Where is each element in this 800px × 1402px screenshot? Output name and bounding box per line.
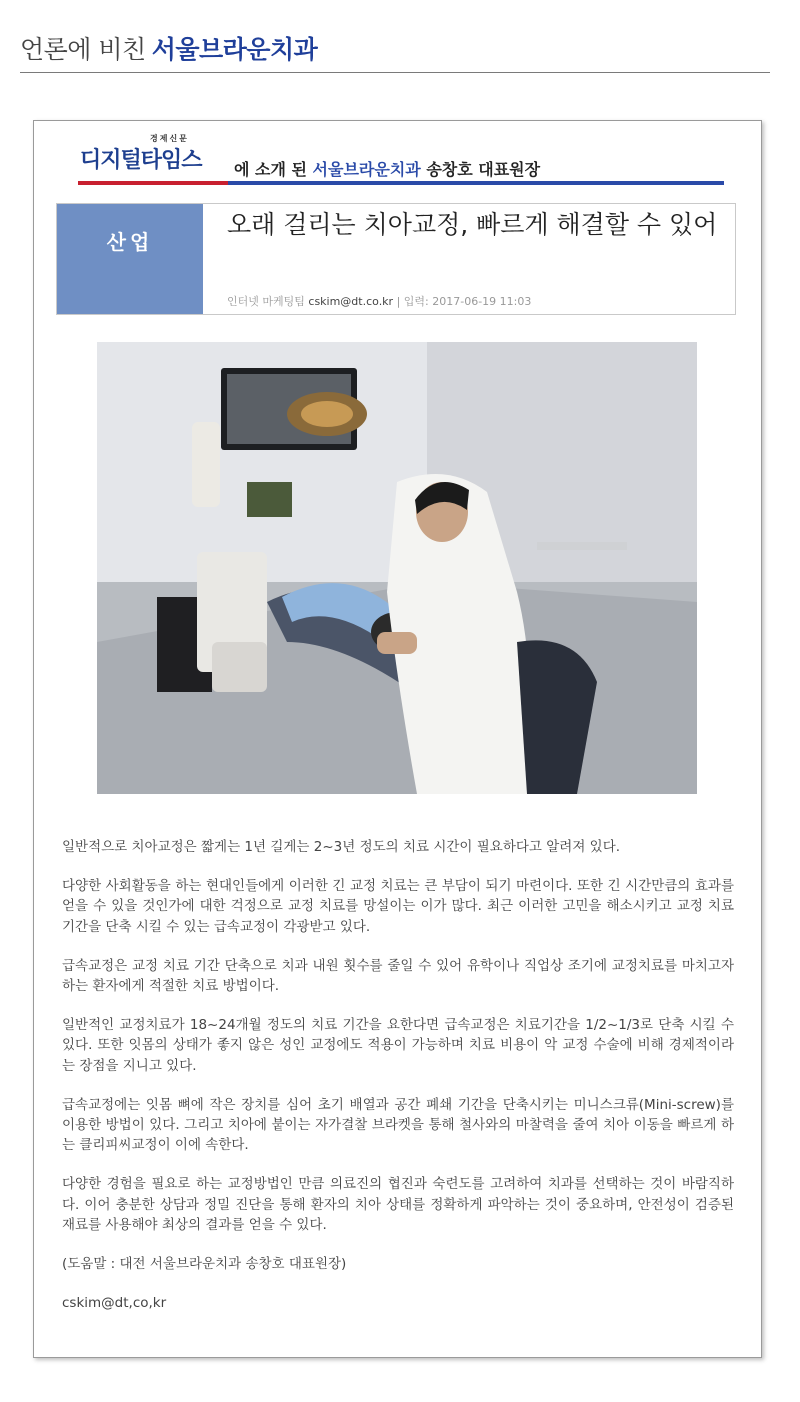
page-title xyxy=(20,30,317,66)
article-paragraph-4: 일반적인 교정치료가 18~24개월 정도의 치료 기간을 요한다면 급속교정은 치료기간을 1/2~1/3로 단축 시킬 수 있다. 또한 잇몸의 상태가 좋지 않은 성인 교정에도 적용이 가능하며 치료 비용이 악 교정 수술에 비해 경제적이라는 장점을 지니고 있다. xyxy=(62,1017,734,1074)
dental-clinic-photo xyxy=(97,342,697,794)
byline-author: 인터넷 마케팅팀 xyxy=(227,295,305,308)
article-paragraph-6: 다양한 경험을 필요로 하는 교정방법인 만큼 의료진의 협진과 숙련도를 고려하여 치과를 선택하는 것이 바람직하다. 이어 충분한 상담과 정밀 진단을 통해 환자의 치아 상태를 정확하게 파악하는 것이 중요하며, 안전성이 검증된 재료를 사용해야 최상의 결과를 얻을 수 있다. xyxy=(62,1176,734,1233)
article-byline xyxy=(227,293,531,309)
byline-date: 입력: 2017-06-19 11:03 xyxy=(403,295,532,308)
masthead-red-bar xyxy=(78,181,228,185)
intro-highlight: 서울브라운치과 xyxy=(312,160,421,179)
intro-pre: 에 소개 된 xyxy=(234,160,307,179)
title-divider xyxy=(20,72,770,73)
section-badge: 산업 xyxy=(57,204,203,314)
article-paragraph-2: 다양한 사회활동을 하는 현대인들에게 이러한 긴 교정 치료는 큰 부담이 되기 마련이다. 또한 긴 시간만큼의 효과를 얻을 수 있을 것인가에 대한 걱정으로 교정 치료를 망설이는 이가 많다. 최근 이러한 고민을 해소시키고 교정 치료 기간을 단축 시킬 수 있는 급속교정이 각광받고 있다. xyxy=(62,878,734,935)
newspaper-logo: 디지털타임스 xyxy=(80,148,202,173)
article-headline: 오래 걸리는 치아교정, 빠르게 해결할 수 있어 xyxy=(227,210,718,239)
article-paragraph-1: 일반적으로 치아교정은 짧게는 1년 길게는 2~3년 정도의 치료 시간이 필요하다고 알려져 있다. xyxy=(62,839,621,855)
masthead-blue-bar xyxy=(228,181,724,185)
article-contact-email: cskim@dt,co,kr xyxy=(62,1295,167,1312)
masthead-intro xyxy=(234,157,540,180)
intro-post: 송창호 대표원장 xyxy=(426,160,541,179)
logo-subtitle: 경제신문 xyxy=(150,134,189,143)
byline-email: cskim@dt.co.kr xyxy=(308,295,394,308)
article-photo xyxy=(97,342,697,794)
page-title-prefix: 언론에 비친 xyxy=(20,35,146,64)
byline-separator: | xyxy=(396,295,401,308)
article-paragraph-5: 급속교정에는 잇몸 뼈에 작은 장치를 심어 초기 배열과 공간 폐쇄 기간을 단축시키는 미니스크류(Mini-screw)를 이용한 방법이 있다. 그리고 치아에 붙이는 자가결찰 브라켓을 통해 철사와의 마찰력을 줄여 치아 이동을 빠르게 하는 클리피씨교정이 이에 속한다. xyxy=(62,1096,734,1154)
article-paragraph-3: 급속교정은 교정 치료 기간 단축으로 치과 내원 횟수를 줄일 수 있어 유학이나 직업상 조기에 교정치료를 마치고자 하는 환자에게 적절한 치료 방법이다. xyxy=(62,957,734,995)
article-header xyxy=(56,203,736,315)
article-credit: (도움말 : 대전 서울브라운치과 송창호 대표원장) xyxy=(62,1256,347,1273)
page-title-brand: 서울브라운치과 xyxy=(151,35,318,64)
article-body xyxy=(62,837,734,1332)
article-card xyxy=(33,120,762,1358)
newspaper-masthead xyxy=(78,133,724,188)
